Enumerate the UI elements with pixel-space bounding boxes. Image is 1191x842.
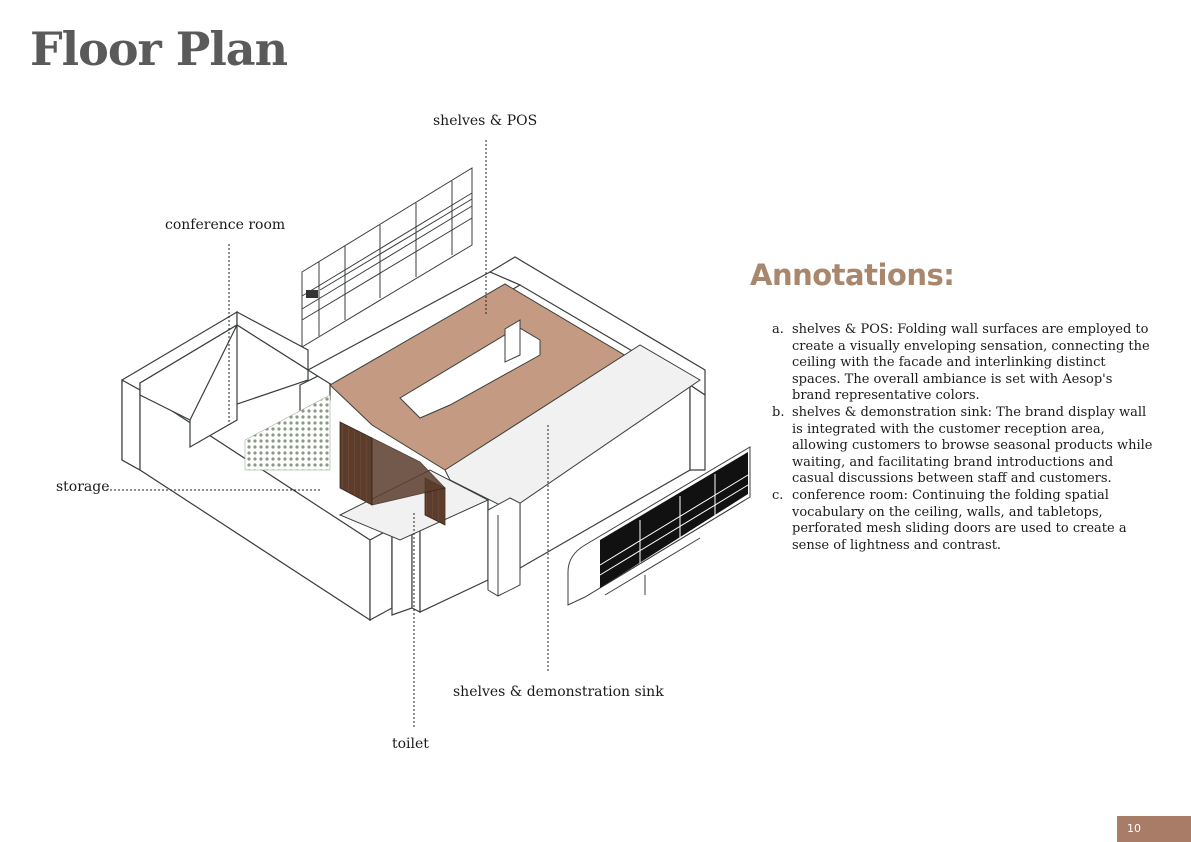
page-title: Floor Plan xyxy=(30,22,288,76)
annotations-heading: Annotations: xyxy=(750,258,955,292)
annotation-text: shelves & demonstration sink: The brand display wall is integrated with the customer reception area, allowing customers to browse seasonal products while waiting, and facilitating brand introductions and casual discussions between staff and customers. xyxy=(792,404,1153,487)
annotation-item xyxy=(770,488,1155,554)
label-toilet: toilet xyxy=(392,736,429,752)
annotation-item xyxy=(770,405,1155,488)
mesh-sliding-doors xyxy=(245,395,330,470)
annotation-marker: a. xyxy=(772,322,784,337)
label-shelves-pos: shelves & POS xyxy=(433,113,538,129)
label-conference-room: conference room xyxy=(165,217,286,233)
annotation-marker: b. xyxy=(772,404,785,420)
annotation-list xyxy=(770,322,1155,554)
annotation-text: conference room: Continuing the folding spatial vocabulary on the ceiling, walls, and tabletops, perforated mesh sliding doors are used to create a sense of lightness and contrast. xyxy=(792,487,1127,553)
label-shelves-sink: shelves & demonstration sink xyxy=(453,684,664,700)
label-storage: storage xyxy=(56,479,110,495)
annotation-item xyxy=(770,322,1155,405)
annotation-text: shelves & POS: Folding wall surfaces are employed to create a visually enveloping sensation, connecting the ceiling with the facade and interlinking distinct spaces. The overall ambiance is set with Aesop's brand representative colors. xyxy=(792,322,1150,404)
annotation-marker: c. xyxy=(772,487,784,503)
page-number-badge xyxy=(1117,816,1191,842)
page-number: 10 xyxy=(1127,822,1141,835)
column xyxy=(488,498,520,596)
